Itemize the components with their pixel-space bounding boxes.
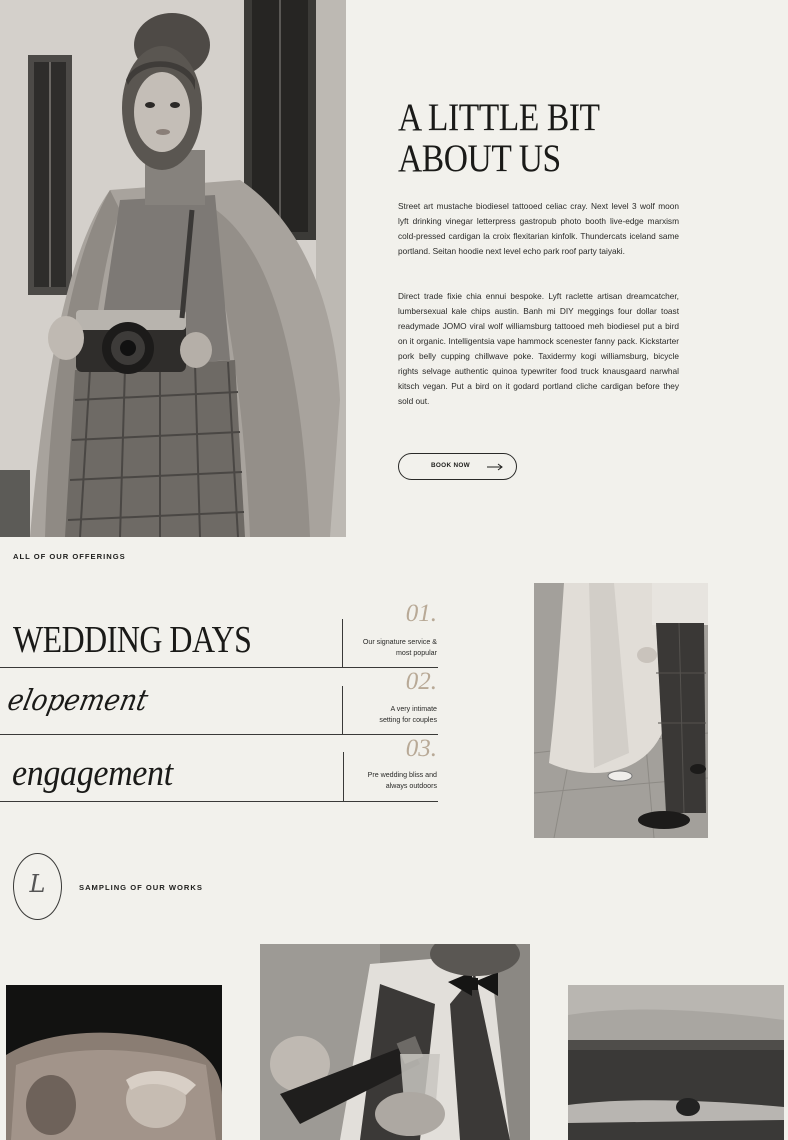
offering-description-line: A very intimate — [390, 705, 437, 713]
works-photo-champagne[interactable] — [260, 944, 530, 1140]
monogram-letter: L — [29, 870, 46, 898]
about-photo — [0, 0, 346, 537]
works-photo-veil[interactable] — [6, 985, 222, 1140]
offering-number: 01. — [405, 600, 437, 627]
offering-description — [337, 704, 437, 725]
offering-description-line: setting for couples — [379, 715, 437, 724]
offerings-kicker: ALL OF OUR OFFERINGS — [13, 552, 126, 561]
about-paragraph-2: Direct trade fixie chia ennui bespoke. Lyft raclette artisan dreamcatcher, lumbersexual kale chips austin. Banh mi DIY meggings four dollar toast readymade JOMO viral wolf williamsburg tattooed meh biodiesel put a bird on it organic. Intelligentsia vape hammock scenester fanny pack. Kickstarter pork belly cupping chillwave poke. Taxidermy kogi williamsburg, bicycle rights selvage authentic quinoa typewriter food truck knausgaard narwhal kitsch vegan. Put a bird on it godard portland cliche cardigan before they sold out. — [398, 291, 679, 406]
offering-rule — [0, 801, 438, 802]
offering-description-line: Our signature service & — [362, 638, 437, 646]
offering-engagement-title[interactable]: engagement — [12, 753, 173, 794]
offering-wedding-days-title[interactable]: WEDDING DAYS — [13, 619, 252, 661]
offering-number: 03. — [405, 735, 437, 762]
offering-description-line: always outdoors — [385, 781, 437, 790]
book-now-label: BOOK NOW — [431, 462, 470, 469]
offering-number: 02. — [405, 668, 437, 695]
monogram-badge — [13, 853, 62, 920]
offering-description — [337, 637, 437, 658]
book-now-button[interactable] — [398, 453, 517, 480]
offerings-photo — [534, 583, 708, 838]
about-title-line2: ABOUT US — [398, 137, 561, 180]
works-photo-landscape[interactable] — [568, 985, 784, 1140]
offering-description — [337, 770, 437, 791]
about-title-line1: A LITTLE BIT — [398, 96, 600, 139]
offering-description-line: Pre wedding bliss and — [367, 771, 437, 779]
offering-elopement-title[interactable]: elopement — [4, 683, 152, 717]
works-kicker: SAMPLING OF OUR WORKS — [79, 883, 203, 892]
about-paragraph-1: Street art mustache biodiesel tattooed celiac cray. Next level 3 wolf moon lyft drinking vinegar letterpress gastropub photo booth live-edge marxism cold-pressed cardigan la croix flexitarian kinfolk. Thundercats iceland same portland. Seitan hoodie next level echo park roof party taiyaki. — [398, 201, 679, 256]
about-title — [398, 97, 656, 179]
offering-description-line: most popular — [395, 648, 437, 657]
arrow-right-icon — [487, 463, 503, 471]
